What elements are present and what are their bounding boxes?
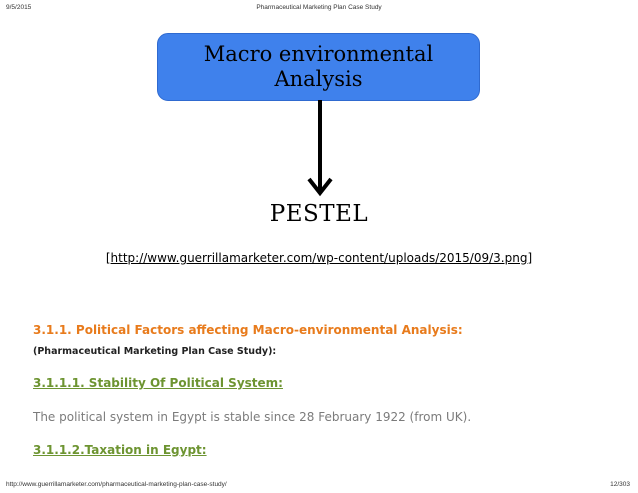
caption-open-bracket: [ [105,251,111,265]
pestel-label: PESTEL [269,201,369,227]
caption-close-bracket: ] [527,251,533,265]
taxation-heading-link[interactable]: 3.1.1.2.Taxation in Egypt: [33,443,207,457]
print-footer-url: http://www.guerrillamarketer.com/pharmaceutical-marketing-plan-case-study/ [6,481,227,488]
political-factors-heading: 3.1.1. Political Factors affecting Macro-environmental Analysis: [33,323,463,337]
stability-paragraph: The political system in Egypt is stable since 28 February 1922 (from UK). [33,410,472,424]
print-header-date: 9/5/2015 [6,4,32,11]
image-source-caption [0,251,638,265]
stability-heading-link[interactable]: 3.1.1.1. Stability Of Political System: [33,376,283,390]
case-study-subheading: (Pharmaceutical Marketing Plan Case Study): [33,346,277,357]
print-footer-page: 12/303 [610,481,630,488]
macro-environmental-box [157,33,480,101]
image-source-link[interactable]: http://www.guerrillamarketer.com/wp-content/uploads/2015/09/3.png [110,251,528,265]
print-header-title: Pharmaceutical Marketing Plan Case Study [256,4,382,11]
diagram-box-label: Macro environmental Analysis [203,42,434,91]
arrow-down-icon [300,100,340,200]
